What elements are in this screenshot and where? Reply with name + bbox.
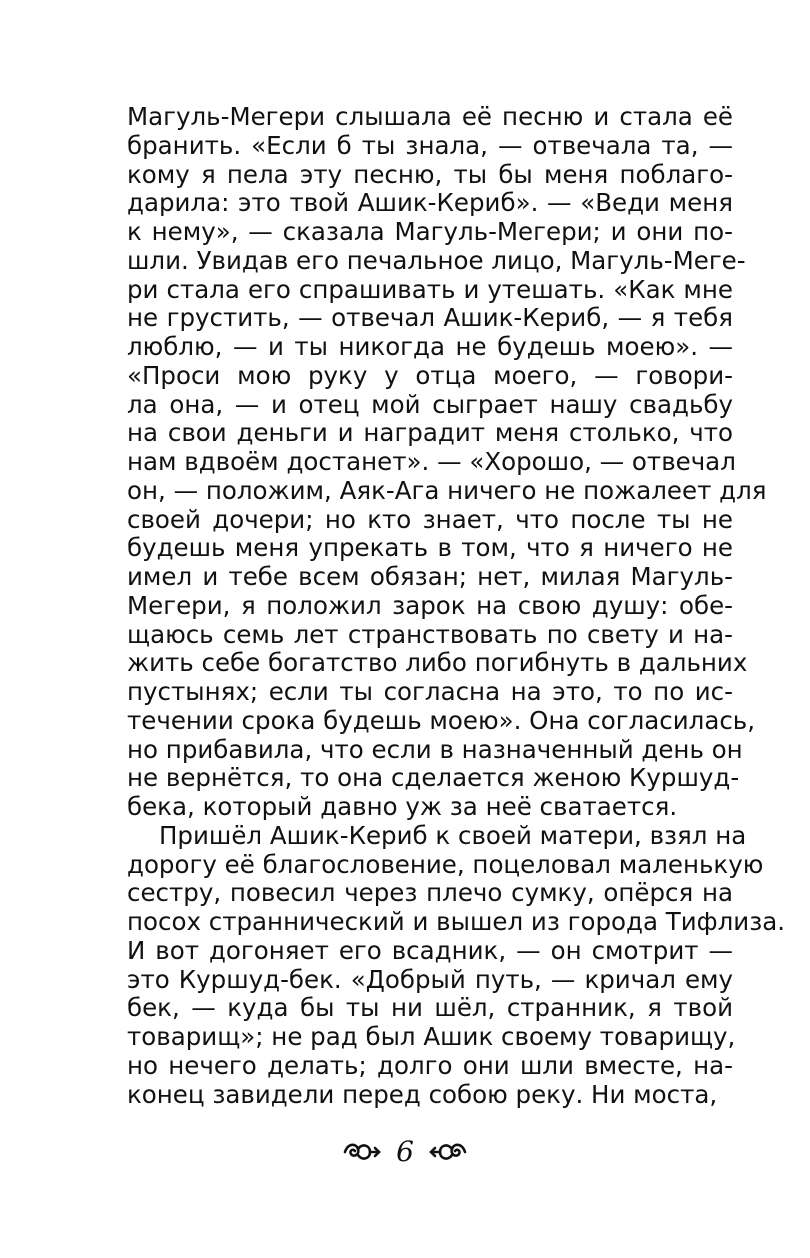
text-line: товарищ»; не рад был Ашик своему товарищу, bbox=[127, 1022, 736, 1051]
right-flourish-icon bbox=[428, 1139, 468, 1165]
text-line: это Куршуд-бек. «Добрый путь, — кричал ему bbox=[127, 964, 733, 994]
text-line: сестру, повесил через плечо сумку, опёрся на bbox=[127, 878, 733, 908]
text-line: но нечего делать; долго они шли вместе, на- bbox=[127, 1050, 733, 1080]
text-line: Пришёл Ашик-Кериб к своей матери, взял на bbox=[159, 820, 747, 850]
text-line: к нему», — сказала Магуль-Мегери; и они по- bbox=[127, 217, 733, 246]
text-line: дорогу её благословение, поцеловал маленькую bbox=[127, 849, 764, 879]
text-line: бека, который давно уж за неё сватается. bbox=[127, 792, 678, 821]
text-line: щаюсь семь лет странствовать по свету и на- bbox=[127, 619, 733, 649]
text-line: И вот догоняет его всадник, — он смотрит — bbox=[127, 935, 733, 965]
text-line: пустынях; если ты согласна на это, то по ис- bbox=[127, 677, 733, 706]
text-line: посох страннический и вышел из города Тифлиза. bbox=[127, 907, 786, 936]
text-line: дарила: это твой Ашик-Кериб». — «Веди меня bbox=[127, 188, 733, 218]
text-line: Мегери, я положил зарок на свою душу: обе- bbox=[127, 590, 733, 620]
page-number: 6 bbox=[396, 1135, 414, 1168]
page-footer bbox=[0, 1132, 810, 1172]
text-line: ри стала его спрашивать и утешать. «Как мне bbox=[127, 274, 733, 304]
left-flourish-icon bbox=[342, 1139, 382, 1165]
text-line: люблю, — и ты никогда не будешь моею». — bbox=[127, 332, 733, 361]
text-line: бранить. «Если б ты знала, — отвечала та, — bbox=[127, 130, 733, 160]
text-line: на свои деньги и наградит меня столько, что bbox=[127, 418, 733, 448]
text-line: имел и тебе всем обязан; нет, милая Магуль- bbox=[127, 562, 733, 591]
text-line: ла она, — и отец мой сыграет нашу свадьбу bbox=[127, 389, 733, 419]
text-line: жить себе богатство либо погибнуть в дальних bbox=[127, 648, 748, 678]
text-line: будешь меня упрекать в том, что я ничего не bbox=[127, 533, 733, 563]
text-line: своей дочери; но кто знает, что после ты не bbox=[127, 504, 733, 534]
text-line: но прибавила, что если в назначенный день он bbox=[127, 734, 743, 764]
text-line: «Проси мою руку у отца моего, — говори- bbox=[127, 360, 733, 390]
text-line: течении срока будешь моею». Она согласилась, bbox=[127, 705, 756, 735]
text-line: нам вдвоём достанет». — «Хорошо, — отвечал bbox=[127, 447, 736, 476]
text-line: шли. Увидав его печальное лицо, Магуль-Мeге- bbox=[127, 245, 746, 275]
text-line: бек, — куда бы ты ни шёл, странник, я твой bbox=[127, 993, 733, 1023]
text-line: Магуль-Мегери слышала её песню и стала её bbox=[127, 102, 733, 131]
text-line: он, — положим, Аяк-Ага ничего не пожалеет для bbox=[127, 475, 767, 505]
text-line: конец завидели перед собою реку. Ни моста, bbox=[127, 1079, 718, 1109]
text-line: кому я пела эту песню, ты бы меня поблаго- bbox=[127, 159, 733, 189]
page-body bbox=[127, 102, 786, 1109]
text-line: не грустить, — отвечал Ашик-Кериб, — я тебя bbox=[127, 303, 733, 333]
text-block bbox=[127, 102, 786, 1109]
text-line: не вернётся, то она сделается женою Куршуд- bbox=[127, 763, 740, 793]
